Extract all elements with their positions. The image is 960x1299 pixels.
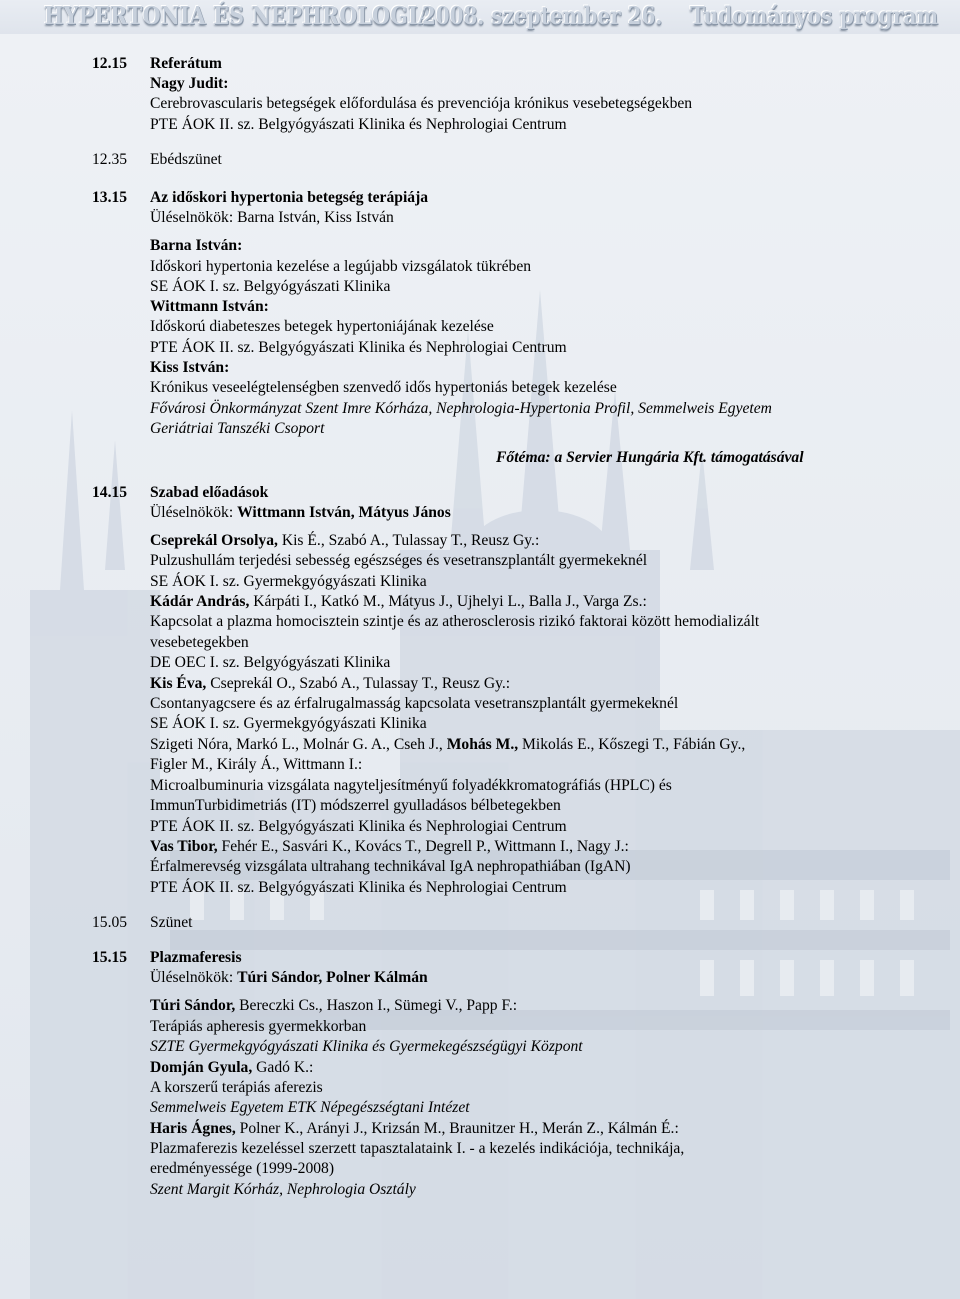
talk-title: A korszerű terápiás aferezis: [150, 1079, 323, 1096]
affiliation-continued: Geriátriai Tanszéki Csoport: [150, 420, 325, 437]
co-authors: Kis É., Szabó A., Tulassay T., Reusz Gy.:: [277, 532, 540, 549]
affiliation: Fővárosi Önkormányzat Szent Imre Kórháza, Nephrologia-Hypertonia Profil, Semmelweis Egyetem: [150, 400, 772, 417]
session-title: Az időskori hypertonia betegség terápiája: [150, 189, 429, 206]
chairs-names: Túri Sándor, Polner Kálmán: [237, 969, 428, 986]
presenting-author: Domján Gyula,: [150, 1059, 253, 1076]
session-type: Referátum: [150, 55, 222, 72]
session-chairs: [150, 208, 394, 228]
chairs-names: Wittmann István, Mátyus János: [237, 504, 451, 521]
talk-title-continued: vesebetegekben: [150, 634, 249, 651]
chairs-label: Üléselnökök:: [150, 504, 234, 521]
talk-title-continued: eredményessége (1999-2008): [150, 1160, 335, 1177]
header-program: Tudományos program: [690, 1, 939, 30]
talk-title: Időskorú diabeteszes betegek hypertoniájának kezelése: [150, 318, 494, 335]
chairs-label: Üléselnökök:: [150, 969, 234, 986]
co-authors: Fehér E., Sasvári K., Kovács T., Degrell P., Wittmann I., Nagy J.:: [217, 838, 629, 855]
talk-title: Terápiás apheresis gyermekkorban: [150, 1018, 367, 1035]
co-authors: Mikolás E., Kőszegi T., Fábián Gy.,: [518, 736, 746, 753]
talk-title: Kapcsolat a plazma homocisztein szintje és az atherosclerosis rizikó faktorai között hemodializált: [150, 613, 760, 630]
author-line: [150, 674, 510, 694]
talk-title: Pulzushullám terjedési sebesség egészséges és vesetranszplantált gyermekeknél: [150, 552, 648, 569]
talk-title: Plazmaferezis kezeléssel szerzett tapasztalataink I. - a kezelés indikációja, technikája,: [150, 1140, 685, 1157]
session-chairs: [150, 968, 428, 988]
affiliation: PTE ÁOK II. sz. Belgyógyászati Klinika és Nephrologiai Centrum: [150, 879, 567, 896]
author-line: [150, 735, 745, 755]
session-time: 12.15: [92, 55, 128, 72]
presenting-author: Kis Éva,: [150, 675, 207, 692]
chairs-names: Barna István, Kiss István: [237, 209, 394, 226]
author-line-continued: Figler M., Király Á., Wittmann I.:: [150, 756, 363, 773]
author-line: [150, 1119, 679, 1139]
talk-title: Csontanyagcsere és az érfalrugalmasság kapcsolata vesetranszplantált gyermekeknél: [150, 695, 679, 712]
session-title: Szünet: [150, 914, 193, 931]
author-line: [150, 837, 629, 857]
author-line: [150, 531, 539, 551]
presenting-author: Mohás M.,: [446, 736, 519, 753]
chairs-label: Üléselnökök:: [150, 209, 234, 226]
speaker-name: Barna István:: [150, 237, 243, 254]
sponsor-note: Főtéma: a Servier Hungária Kft. támogatásával: [496, 449, 804, 466]
affiliation: Semmelweis Egyetem ETK Népegészségtani Intézet: [150, 1099, 470, 1116]
presenting-author: Vas Tibor,: [150, 838, 218, 855]
co-authors: Kárpáti I., Katkó M., Mátyus J., Ujhelyi L., Balla J., Varga Zs.:: [249, 593, 647, 610]
speaker-name: Nagy Judit:: [150, 75, 229, 92]
co-authors: Polner K., Arányi J., Krizsán M., Braunitzer H., Merán Z., Kálmán É.:: [235, 1120, 679, 1137]
affiliation: SE ÁOK I. sz. Gyermekgyógyászati Klinika: [150, 715, 427, 732]
session-time: 15.15: [92, 949, 128, 966]
page-header: [0, 0, 960, 34]
affiliation: DE OEC I. sz. Belgyógyászati Klinika: [150, 654, 391, 671]
affiliation: SE ÁOK I. sz. Belgyógyászati Klinika: [150, 278, 391, 295]
talk-title-continued: ImmunTurbidimetriás (IT) módszerrel gyulladásos bélbetegekben: [150, 797, 561, 814]
session-title: Ebédszünet: [150, 151, 222, 168]
author-line: [150, 996, 517, 1016]
co-authors: Bereczki Cs., Haszon I., Sümegi V., Papp F.:: [235, 997, 518, 1014]
presenting-author: Kádár András,: [150, 593, 250, 610]
session-time: 15.05: [92, 914, 128, 931]
presenting-author: Haris Ágnes,: [150, 1120, 236, 1137]
affiliation: PTE ÁOK II. sz. Belgyógyászati Klinika és Nephrologiai Centrum: [150, 339, 567, 356]
talk-title: Érfalmerevség vizsgálata ultrahang technikával IgA nephropathiában (IgAN): [150, 858, 631, 875]
affiliation: Szent Margit Kórház, Nephrologia Osztály: [150, 1181, 416, 1198]
session-time: 14.15: [92, 484, 128, 501]
session-chairs: [150, 503, 451, 523]
co-authors: Gadó K.:: [252, 1059, 314, 1076]
author-line: [150, 592, 647, 612]
talk-title: Microalbuminuria vizsgálata nagyteljesítményű folyadékkromatográfiás (HPLC) és: [150, 777, 672, 794]
co-authors: Szigeti Nóra, Markó L., Molnár G. A., Cseh J.,: [150, 736, 447, 753]
co-authors: Cseprekál O., Szabó A., Tulassay T., Reusz Gy.:: [206, 675, 511, 692]
building-watermark: [0, 30, 960, 1299]
journal-title: HYPERTONIA ÉS NEPHROLOGIA: [44, 1, 435, 30]
session-time: 12.35: [92, 151, 128, 168]
session-title: Szabad előadások: [150, 484, 269, 501]
speaker-name: Kiss István:: [150, 359, 230, 376]
presenting-author: Cseprekál Orsolya,: [150, 532, 278, 549]
presenting-author: Túri Sándor,: [150, 997, 236, 1014]
talk-title: Krónikus veseelégtelenségben szenvedő idős hypertoniás betegek kezelése: [150, 379, 617, 396]
header-date: 2008. szeptember 26.: [422, 1, 663, 30]
affiliation: SZTE Gyermekgyógyászati Klinika és Gyermekegészségügyi Központ: [150, 1038, 583, 1055]
affiliation: PTE ÁOK II. sz. Belgyógyászati Klinika és Nephrologiai Centrum: [150, 116, 567, 133]
affiliation: SE ÁOK I. sz. Gyermekgyógyászati Klinika: [150, 573, 427, 590]
talk-title: Időskori hypertonia kezelése a legújabb vizsgálatok tükrében: [150, 258, 532, 275]
session-title: Plazmaferesis: [150, 949, 242, 966]
speaker-name: Wittmann István:: [150, 298, 269, 315]
author-line: [150, 1058, 313, 1078]
affiliation: PTE ÁOK II. sz. Belgyógyászati Klinika és Nephrologiai Centrum: [150, 818, 567, 835]
session-time: 13.15: [92, 189, 128, 206]
talk-title: Cerebrovascularis betegségek előfordulása és prevenciója krónikus vesebetegségekben: [150, 95, 693, 112]
